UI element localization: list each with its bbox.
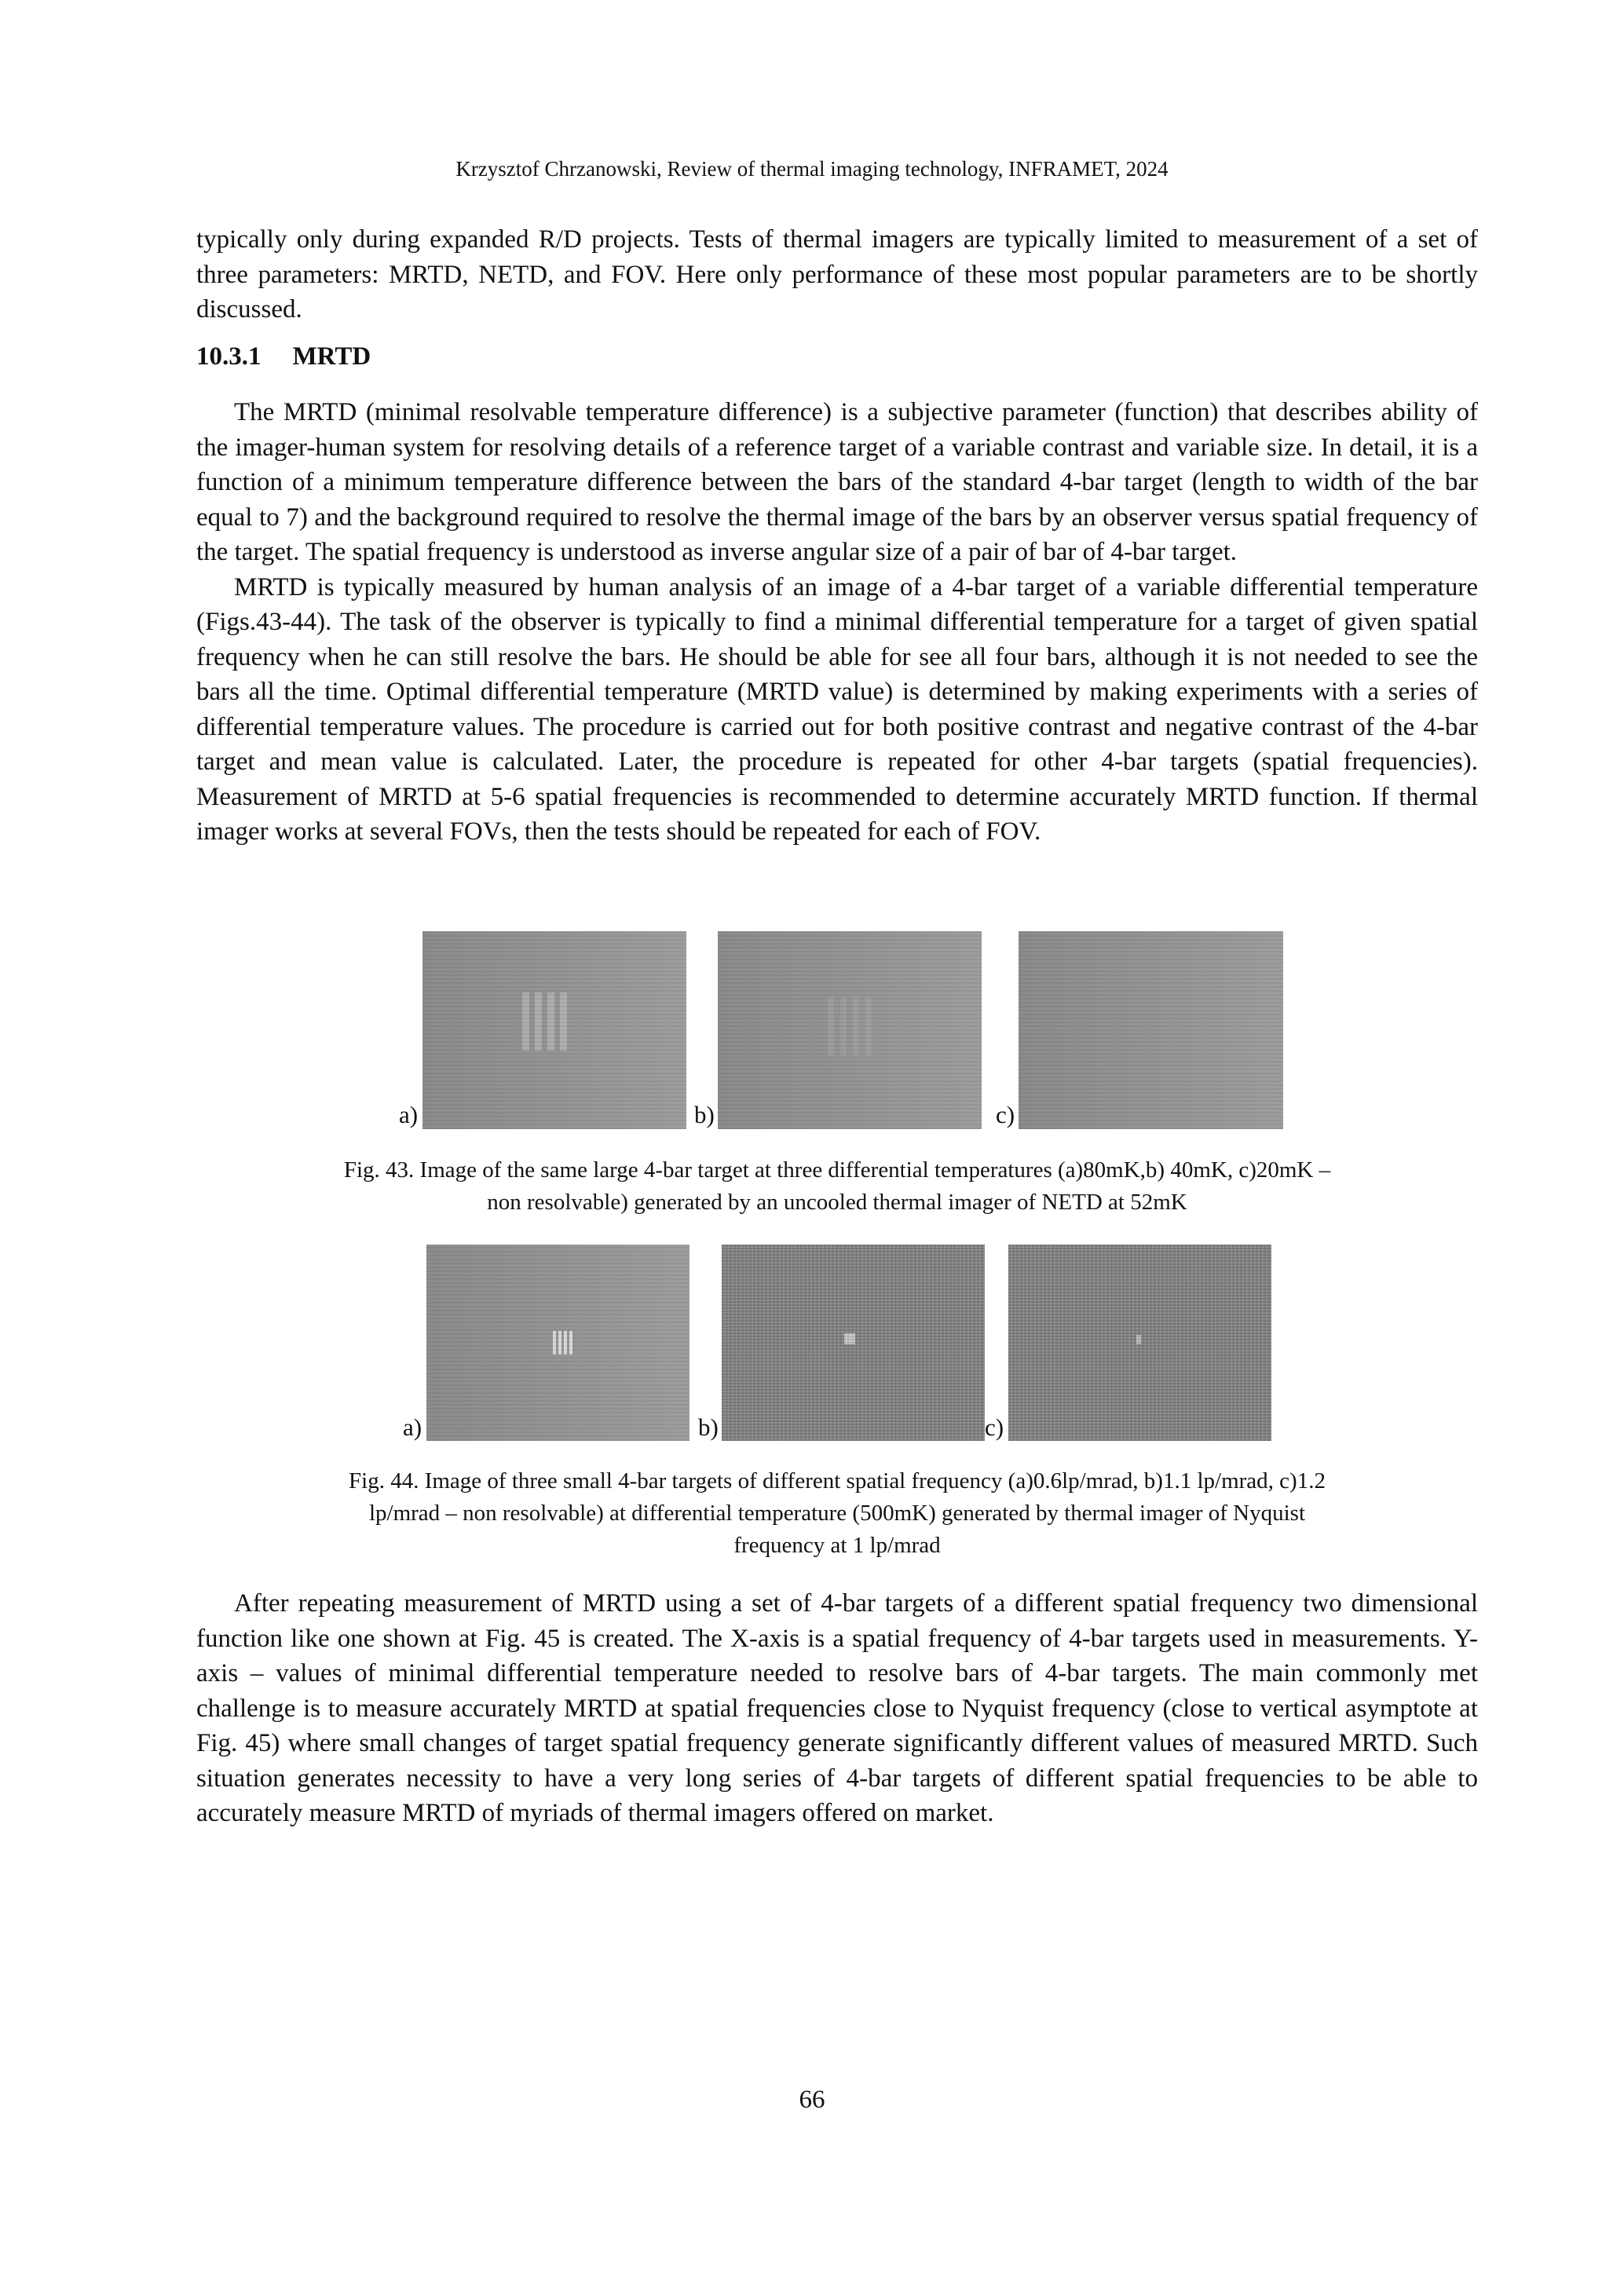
paragraph-text: MRTD is typically measured by human analysis of an image of a 4-bar target of a variable differential temperature (Figs.43-44). The task of the observer is typically to find a minimal differential temperature for a target of given spatial frequency when he can still resolve the bars. He should be able for see all four bars, although it is not needed to see the bars all the time. Optimal differential temperature (MRTD value) is determined by making experiments with a series of differential temperature values. The procedure is carried out for both positive contrast and negative contrast of the 4-bar target and mean value is calculated. Later, the procedure is repeated for other 4-bar targets (spatial frequencies). Measurement of MRTD at 5-6 spatial frequencies is recommended to determine accurately MRTD function. If thermal imager works at several FOVs, then the tests should be repeated for each of FOV. (196, 572, 1478, 846)
running-header: Krzysztof Chrzanowski, Review of thermal imaging technology, INFRAMET, 2024 (455, 157, 1169, 181)
caption-line: frequency at 1 lp/mrad (733, 1533, 941, 1558)
fig44-image-c (1008, 1245, 1271, 1441)
fig43-label-c: c) (996, 1101, 1015, 1128)
paragraph-intro (196, 222, 1478, 327)
fig44-image-a (426, 1245, 689, 1441)
section-title: MRTD (292, 342, 371, 371)
caption-line: lp/mrad – non resolvable) at differential temperature (500mK) generated by thermal imager of Nyquist (368, 1501, 1306, 1526)
fig43-image-a (422, 931, 686, 1129)
paragraph-mrtd-function (196, 1586, 1478, 1831)
fig43-label-b: b) (694, 1101, 715, 1128)
caption-line: Fig. 43. Image of the same large 4-bar target at three differential temperatures (a)80mK,b) 40mK, c)20mK – (343, 1157, 1331, 1183)
fig44-label-c: c) (985, 1413, 1004, 1441)
fig44-image-b (722, 1245, 985, 1441)
section-heading (196, 342, 402, 371)
caption-line: non resolvable) generated by an uncooled thermal imager of NETD at 52mK (487, 1190, 1187, 1215)
section-number: 10.3.1 (196, 342, 262, 371)
caption-line: Fig. 44. Image of three small 4-bar targets of different spatial frequency (a)0.6lp/mrad, b)1.1 lp/mrad, c)1.2 (349, 1468, 1326, 1493)
fig44-label-b: b) (698, 1413, 719, 1441)
fig43-label-a: a) (399, 1101, 419, 1128)
paragraph-text: After repeating measurement of MRTD using a set of 4-bar targets of a different spatial frequency two dimensional function like one shown at Fig. 45 is created. The X-axis is a spatial frequency of 4-bar targets used in measurements. Y-axis – values of minimal differential temperature needed to resolve bars of 4-bar targets. The main commonly met challenge is to measure accurately MRTD at spatial frequencies close to Nyquist frequency (close to vertical asymptote at Fig. 45) where small changes of target spatial frequency generate significantly different values of measured MRTD. Such situation generates necessity to have a very long series of 4-bar targets of different spatial frequencies to be able to accurately measure MRTD of myriads of thermal imagers offered on market. (196, 1589, 1478, 1827)
fig44-caption (196, 1465, 1478, 1562)
page-number: 66 (799, 2086, 825, 2114)
paragraph-mrtd-definition (196, 395, 1478, 850)
fig43-image-b (718, 931, 982, 1129)
fig44-label-a: a) (403, 1413, 422, 1441)
fig43-caption (196, 1154, 1478, 1219)
paragraph-text: typically only during expanded R/D projects. Tests of thermal imagers are typically limited to measurement of a set of three parameters: MRTD, NETD, and FOV. Here only performance of these most popular parameters are to be shortly discussed. (196, 225, 1478, 324)
fig43-image-c (1019, 931, 1283, 1129)
paragraph-text: The MRTD (minimal resolvable temperature difference) is a subjective parameter (function) that describes ability of the imager-human system for resolving details of a reference target of a variable contrast and variable size. In detail, it is a function of a minimum temperature difference between the bars of the standard 4-bar target (length to width of the bar equal to 7) and the background required to resolve the thermal image of the bars by an observer versus spatial frequency of the target. The spatial frequency is understood as inverse angular size of a pair of bar of 4-bar target. (196, 398, 1478, 566)
